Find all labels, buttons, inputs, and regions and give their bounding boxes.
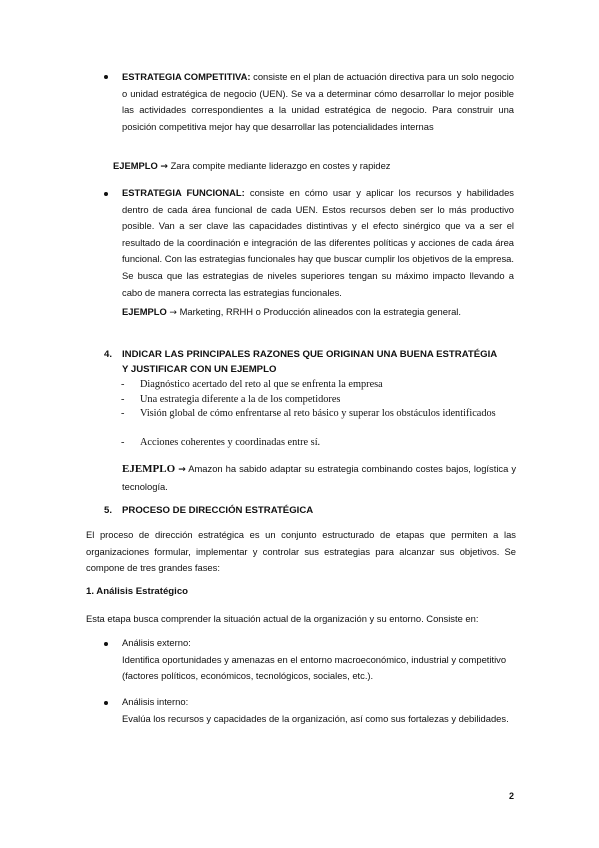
analisis-externo-text: Identifica oportunidades y amenazas en el entorno macroeconómico, industrial y competitivo (factores políticos, económicos, tecnológicos, sociales, etc.). (122, 653, 507, 682)
section-5-title: PROCESO DE DIRECCIÓN ESTRATÉGICA (122, 505, 314, 516)
list-item: Una estrategia diferente a la de los competidores (140, 394, 341, 405)
analisis-intro: Esta etapa busca comprender la situación actual de la organización y su entorno. Consiste en: (86, 613, 479, 624)
analisis-externo-item (122, 635, 516, 685)
example-label: EJEMPLO (122, 463, 176, 475)
example-label: EJEMPLO (122, 306, 167, 317)
section-5-number: 5. (104, 505, 113, 516)
list-item-dash: - (121, 379, 125, 390)
analisis-interno-title: Análisis interno: (122, 696, 189, 707)
analisis-externo-title: Análisis externo: (122, 637, 191, 648)
estrategia-competitiva-label: ESTRATEGIA COMPETITIVA: (122, 71, 251, 82)
bullet-icon (104, 642, 108, 646)
example-section-4 (122, 461, 516, 495)
section-5-intro: El proceso de dirección estratégica es un conjunto estructurado de etapas que permiten a las organizaciones formular, implementar y controlar sus estrategias para alcanzar sus objetivos. Se compone de tres grandes fases: (86, 529, 516, 574)
example-label: EJEMPLO (113, 160, 158, 171)
example-text: Amazon ha sabido adaptar su estrategia combinando costes bajos, logística y tecnología. (122, 463, 517, 492)
example-text: Marketing, RRHH o Producción alineados con la estrategia general. (176, 306, 461, 317)
section-4-title-line-2: Y JUSTIFICAR CON UN EJEMPLO (122, 364, 277, 375)
example-competitiva (113, 158, 390, 175)
example-text: Zara compite mediante liderazgo en costes y rapidez (167, 160, 391, 171)
arrow-icon: → (169, 308, 177, 318)
list-item: Visión global de cómo enfrentarse al reto básico y superar los obstáculos identificados (140, 408, 496, 419)
estrategia-competitiva-text: consiste en el plan de actuación directiva para un solo negocio o unidad estratégica de negocio (UEN). Se va a determinar cómo desarrollar lo mejor posible las actividades correspondientes a la unidad estratégica de negocio. Para construir una posición competitiva mejor hay que desarrollar las potencialidades internas (122, 71, 514, 132)
estrategia-competitiva-paragraph (122, 69, 514, 135)
section-4-number: 4. (104, 349, 113, 360)
list-item-dash: - (121, 394, 125, 405)
section-4-title-line-1: INDICAR LAS PRINCIPALES RAZONES QUE ORIGINAN UNA BUENA ESTRATÉGIA (122, 349, 498, 360)
bullet-icon (104, 75, 108, 79)
bullet-icon (104, 701, 108, 705)
arrow-icon: → (178, 465, 186, 475)
estrategia-funcional-label: ESTRATEGIA FUNCIONAL: (122, 187, 245, 198)
arrow-icon: → (160, 162, 168, 172)
list-item: Acciones coherentes y coordinadas entre sí. (140, 437, 321, 448)
subheading-analisis-estrategico: 1. Análisis Estratégico (86, 586, 189, 597)
estrategia-funcional-text: consiste en cómo usar y aplicar los recursos y habilidades dentro de cada área funcional de cada UEN. Estos recursos deben ser lo más productivo posible. Van a ser clave las capacidades distintivas y el efecto sinérgico que va a ser el resultado de la coordinación e integración de las diferentes políticas y acciones de cada área funcional. Con las estrategias funcionales hay que buscar cumplir los objetivos de la empresa. Se busca que las estrategias de niveles superiores tengan su máximo impacto llevando a cabo de manera correcta las estrategias funcionales. (122, 187, 514, 298)
section-4-title (122, 348, 517, 376)
list-item-dash: - (121, 437, 125, 448)
bullet-icon (104, 192, 108, 196)
analisis-interno-item (122, 694, 516, 727)
list-item: Diagnóstico acertado del reto al que se enfrenta la empresa (140, 379, 383, 390)
example-funcional (122, 304, 461, 321)
analisis-interno-text: Evalúa los recursos y capacidades de la organización, así como sus fortalezas y debilidades. (122, 712, 509, 724)
page-number: 2 (509, 791, 515, 801)
estrategia-funcional-paragraph (122, 185, 514, 301)
list-item-dash: - (121, 408, 125, 419)
